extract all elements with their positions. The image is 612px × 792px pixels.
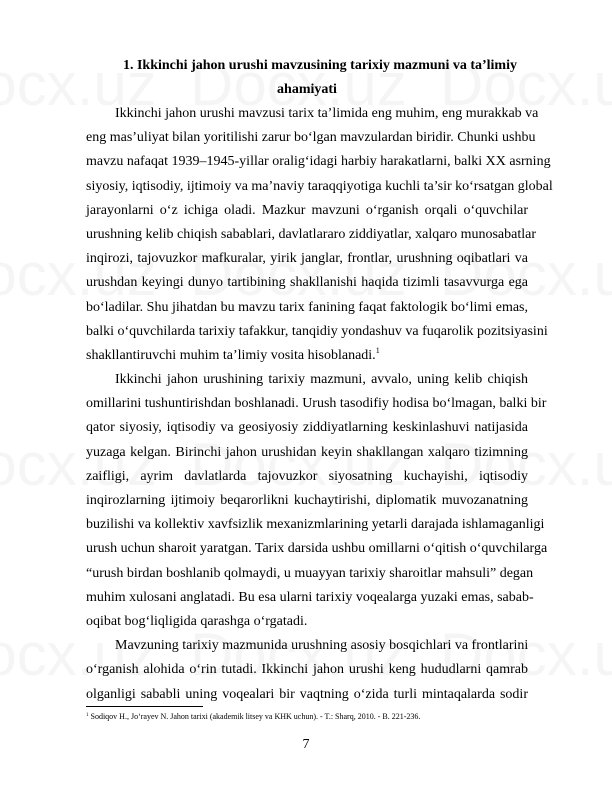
text-line-content: olganligi sababli uning voqealari bir vaqtning o‘zida turli mintaqalarda sodir	[86, 686, 528, 702]
text-line-content: jarayonlarni o‘z ichiga oladi. Mazkur mavzuni o‘rganish orqali o‘quvchilar	[86, 202, 528, 218]
text-line	[86, 441, 528, 465]
text-line-content: Ikkinchi jahon urushining tarixiy mazmuni, avvalo, uning kelib chiqish	[115, 372, 528, 388]
text-line	[86, 392, 547, 416]
text-line	[86, 634, 528, 658]
text-line-content: omillarini tushuntirishdan boshlanadi. Urush tasodifiy hodisa bo‘lmagan, balki bir	[86, 396, 547, 412]
text-line	[86, 513, 545, 537]
footnote-separator	[86, 706, 203, 707]
text-line	[86, 658, 528, 682]
text-line	[86, 537, 548, 561]
text-line	[86, 562, 534, 586]
text-line	[86, 247, 528, 271]
footnote-number: 1	[86, 713, 89, 718]
text-line	[86, 296, 528, 320]
text-line-content: inqirozi, tajovuzkor mafkuralar, yirik janglar, frontlar, urushning oqibatlari va	[86, 251, 528, 267]
section-heading-line-2: ahamiyati	[277, 82, 337, 97]
text-line-content: o‘rganish alohida o‘rin tutadi. Ikkinchi jahon urushi keng hududlarni qamrab	[86, 662, 528, 678]
text-line-content: urush uchun sharoit yaratgan. Tarix darsida ushbu omillarni o‘qitish o‘quvchilarga	[86, 541, 548, 557]
text-line	[86, 586, 534, 610]
text-line	[86, 465, 528, 489]
footnote	[86, 711, 420, 722]
text-line-content: urushning kelib chiqish sabablari, davlatlararo ziddiyatlar, xalqaro munosabatlar	[86, 226, 537, 242]
text-line	[86, 126, 536, 150]
text-line	[86, 344, 528, 368]
text-line-content: siyosiy, iqtisodiy, ijtimoiy va ma’naviy taraqqiyotiga kuchli ta’sir ko‘rsatgan global	[86, 178, 553, 194]
text-line	[86, 320, 548, 344]
text-line	[86, 175, 553, 199]
text-line-content: qator siyosiy, iqtisodiy va geosiyosiy ziddiyatlarning keskinlashuvi natijasida	[86, 420, 528, 436]
text-line-content: buzilishi va kollektiv xavfsizlik mexanizmlarining yetarli darajada ishlamaganligi	[86, 517, 545, 533]
text-line	[86, 610, 528, 634]
text-line-content: inqirozlarning ijtimoiy beqarorlikni kuchaytirishi, diplomatik muvozanatning	[86, 493, 528, 508]
text-line-content: bo‘ladilar. Shu jihatdan bu mavzu tarix fanining faqat faktologik bo‘limi emas,	[86, 299, 528, 315]
page-number: 7	[302, 737, 310, 752]
text-line-content: urushdan keyingi dunyo tartibining shakllanishi haqida tizimli tasavvurga ega	[86, 275, 528, 291]
text-line-content: oqibat bog‘liqligida qarashga o‘rgatadi.	[86, 613, 308, 629]
text-line-content: shakllantiruvchi muhim ta’limiy vosita hisoblanadi.	[86, 347, 376, 363]
footnote-reference[interactable]: 1	[375, 345, 380, 355]
text-line	[86, 368, 528, 392]
text-line-content: zaifligi, ayrim davlatlarda tajovuzkor siyosatning kuchayishi, iqtisodiy	[86, 468, 528, 484]
text-line-content: balki o‘quvchilarda tarixiy tafakkur, tanqidiy yondashuv va fuqarolik pozitsiyasini	[86, 323, 548, 339]
paragraph	[86, 368, 548, 634]
text-line-content: yuzaga kelgan. Birinchi jahon urushidan keyin shakllangan xalqaro tizimning	[86, 444, 528, 460]
text-line	[86, 150, 551, 174]
body-text	[86, 102, 553, 707]
text-line-content: muhim xulosani anglatadi. Bu esa ularni tarixiy voqealarga yuzaki emas, sabab-	[86, 589, 534, 605]
text-line-content: mavzu nafaqat 1939–1945-yillar oralig‘idagi harbiy harakatlarni, balki XX asrning	[86, 154, 551, 170]
paragraph	[86, 102, 553, 368]
footnote-text: Sodiqov H., Jo‘rayev N. Jahon tarixi (akademik litsey va KHK uchun). - T.: Sharq, 2010. - B. 221-236.	[90, 712, 421, 721]
section-heading-line-1: 1. Ikkinchi jahon urushi mavzusining tarixiy mazmuni va ta’limiy	[122, 58, 517, 73]
text-line-content: Ikkinchi jahon urushi mavzusi tarix ta’limida eng muhim, eng murakkab va	[115, 106, 539, 121]
text-line	[86, 199, 528, 223]
paragraph	[86, 634, 528, 707]
text-line-content: Mavzuning tarixiy mazmunida urushning asosiy bosqichlari va frontlarini	[115, 638, 529, 654]
text-line	[86, 416, 528, 440]
text-line	[86, 102, 539, 126]
text-line-content: “urush birdan boshlanib qolmaydi, u muayyan tarixiy sharoitlar mahsuli” degan	[86, 565, 534, 581]
text-line	[86, 271, 528, 295]
text-line	[86, 489, 528, 513]
text-line	[86, 223, 537, 247]
text-line	[86, 683, 528, 707]
text-line-content: eng mas’uliyat bilan yoritilishi zarur bo‘lgan mavzulardan biridir. Chunki ushbu	[86, 130, 536, 146]
